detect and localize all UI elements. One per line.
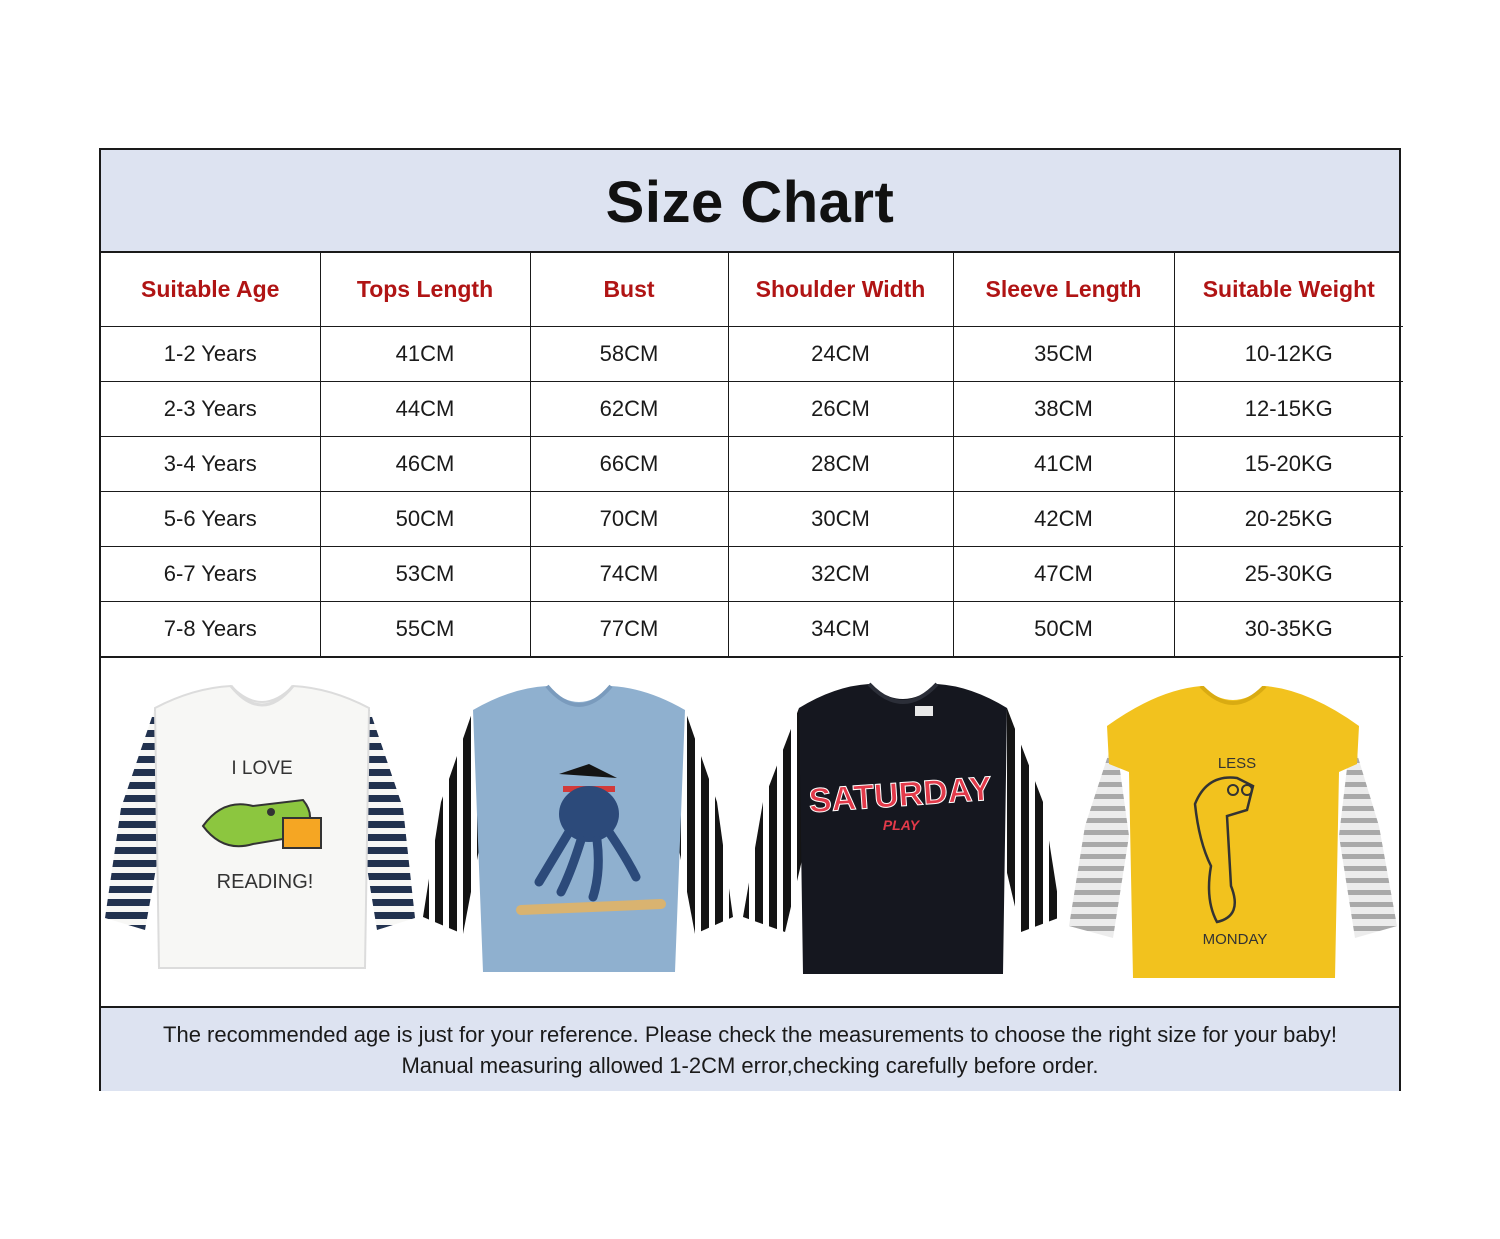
cell-bust: 62CM (530, 382, 728, 437)
cell-tops-length: 41CM (320, 327, 530, 382)
note-line-2: Manual measuring allowed 1-2CM error,checking carefully before order. (401, 1052, 1099, 1078)
table-row (101, 547, 1403, 602)
cell-bust: 74CM (530, 547, 728, 602)
cell-shoulder-width: 28CM (728, 437, 953, 492)
cell-weight: 20-25KG (1174, 492, 1403, 547)
table-row (101, 327, 1403, 382)
table-row (101, 602, 1403, 657)
header-suitable-weight: Suitable Weight (1174, 253, 1403, 327)
cell-age: 6-7 Years (101, 547, 320, 602)
cell-sleeve-length: 50CM (953, 602, 1174, 657)
shirt-print-text-top: I LOVE (231, 758, 293, 779)
shirt-white-image (103, 678, 421, 978)
shirt-print-text-bottom: PLAY (882, 817, 920, 833)
header-shoulder-width: Shoulder Width (728, 253, 953, 327)
cell-shoulder-width: 32CM (728, 547, 953, 602)
cell-bust: 66CM (530, 437, 728, 492)
cell-tops-length: 44CM (320, 382, 530, 437)
cell-age: 7-8 Years (101, 602, 320, 657)
table-row (101, 492, 1403, 547)
size-table (101, 253, 1403, 657)
table-row (101, 437, 1403, 492)
cell-sleeve-length: 35CM (953, 327, 1174, 382)
cell-shoulder-width: 26CM (728, 382, 953, 437)
cell-weight: 30-35KG (1174, 602, 1403, 657)
cell-shoulder-width: 30CM (728, 492, 953, 547)
cell-weight: 15-20KG (1174, 437, 1403, 492)
header-suitable-age: Suitable Age (101, 253, 320, 327)
cell-age: 1-2 Years (101, 327, 320, 382)
note-line-1: The recommended age is just for your reference. Please check the measurements to choose the right size for your baby! (163, 1021, 1337, 1047)
shirt-print-text-bottom: READING! (216, 871, 314, 893)
cell-sleeve-length: 41CM (953, 437, 1174, 492)
cell-weight: 10-12KG (1174, 327, 1403, 382)
cell-tops-length: 46CM (320, 437, 530, 492)
shirt-black-image (741, 682, 1065, 982)
product-photos (101, 657, 1399, 1008)
header-row (101, 253, 1403, 327)
cell-tops-length: 55CM (320, 602, 530, 657)
title-band (101, 150, 1399, 253)
header-sleeve-length: Sleeve Length (953, 253, 1174, 327)
cell-shoulder-width: 34CM (728, 602, 953, 657)
cell-tops-length: 50CM (320, 492, 530, 547)
cell-age: 3-4 Years (101, 437, 320, 492)
shirt-print-text-top: LESS (1217, 755, 1257, 772)
shirt-print-text-top: SATURDAY (807, 769, 993, 821)
cell-age: 5-6 Years (101, 492, 320, 547)
header-tops-length: Tops Length (320, 253, 530, 327)
cell-bust: 70CM (530, 492, 728, 547)
cell-sleeve-length: 38CM (953, 382, 1174, 437)
cell-shoulder-width: 24CM (728, 327, 953, 382)
cell-weight: 25-30KG (1174, 547, 1403, 602)
table-row (101, 382, 1403, 437)
chart-title: Size Chart (605, 170, 895, 235)
cell-sleeve-length: 42CM (953, 492, 1174, 547)
header-bust: Bust (530, 253, 728, 327)
shirt-print-text-bottom: MONDAY (1202, 931, 1268, 948)
cell-bust: 58CM (530, 327, 728, 382)
shirt-blue-image (421, 682, 737, 982)
cell-tops-length: 53CM (320, 547, 530, 602)
size-chart (99, 148, 1401, 1091)
cell-weight: 12-15KG (1174, 382, 1403, 437)
cell-age: 2-3 Years (101, 382, 320, 437)
shirt-yellow-image (1067, 686, 1399, 986)
recommendation-note (101, 1008, 1399, 1091)
cell-sleeve-length: 47CM (953, 547, 1174, 602)
cell-bust: 77CM (530, 602, 728, 657)
